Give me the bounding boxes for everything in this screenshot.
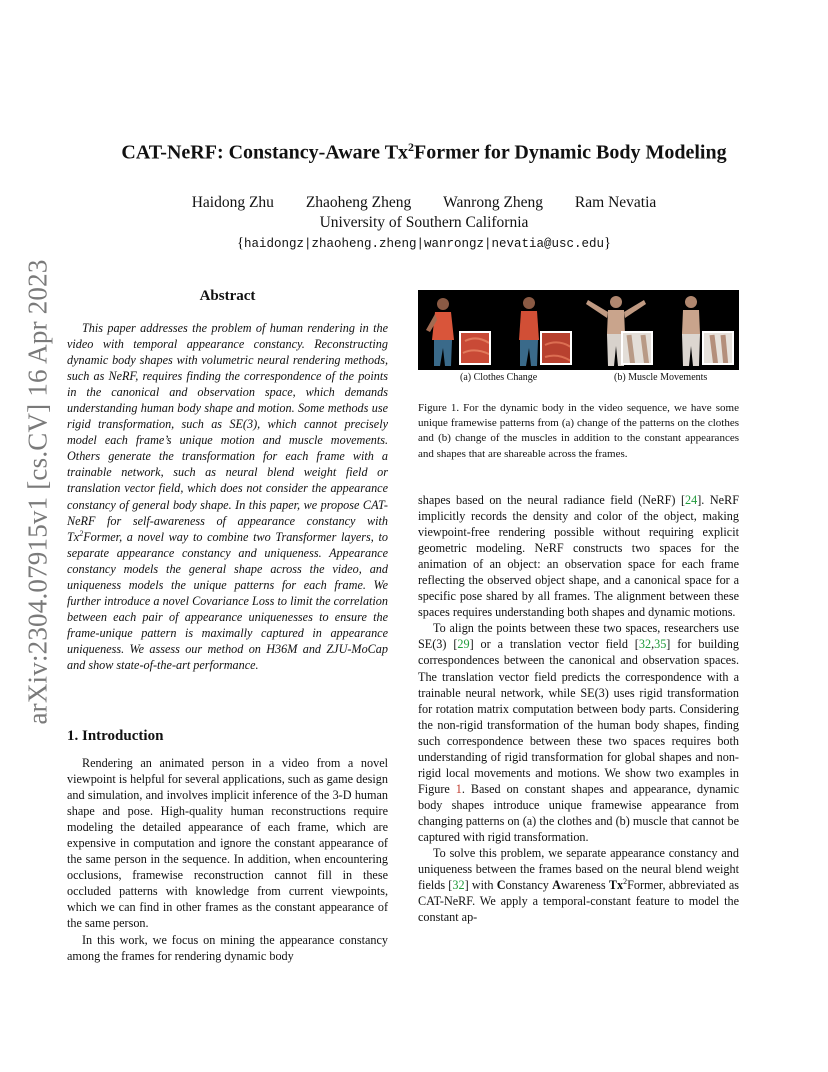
- text-span: To solve this problem, we separate appearance constancy and uniqueness between the frames based on the neural blend weight fields [: [418, 846, 739, 893]
- figure-panel-muscle-1: [580, 290, 658, 370]
- figure-reference-link[interactable]: 1: [455, 781, 462, 796]
- subcaption-b: (b) Muscle Movements: [614, 372, 708, 383]
- citation-link[interactable]: 35: [654, 637, 667, 652]
- citation-link[interactable]: 29: [457, 637, 470, 652]
- citation-link[interactable]: 24: [685, 493, 698, 507]
- section-heading-introduction: 1. Introduction: [67, 728, 164, 744]
- title-text-pre: CAT-NeRF: Constancy-Aware Tx: [121, 141, 409, 164]
- right-paragraph-3: [418, 845, 739, 925]
- text-span: onstancy: [505, 878, 553, 893]
- text-span: ] with: [464, 878, 497, 893]
- affiliation: University of Southern California: [319, 214, 529, 231]
- author-name: Ram Nevatia: [574, 194, 657, 211]
- muscle-detail-image: [623, 333, 653, 365]
- author-name: Wanrong Zheng: [443, 194, 544, 211]
- abstract-text-pre: This paper addresses the problem of human rendering in the video with temporal appearance constancy. Reconstructing dynamic body shapes with volumetric neural rendering methods, such as NeRF, requires finding the correspondence of the points in the canonical and observation space, which demands understanding human body shape and motion. Some methods use rigid transformation, such as SE(3), which cannot precisely model each frame’s unique motion and muscle movements. Others generate the transformation for each frame with a trainable network, such as neural blend weight field or translation vector field, which does not consider the appearance constancy of general body shape. In this paper, we propose CAT-NeRF for self-awareness of appearance constancy with Tx: [67, 321, 388, 544]
- figure-1-image: [418, 290, 739, 370]
- introduction-body: [67, 755, 388, 964]
- figure-1-caption: Figure 1. For the dynamic body in the video sequence, we have some unique framewise patterns from (a) change of the patterns on the clothes and (b) change of the muscles in addition to the constant appearances and shapes that are shareable across the frames.: [418, 402, 739, 460]
- email-addresses[interactable]: haidongz|zhaoheng.zheng|wanrongz|nevatia@usc.edu: [243, 237, 605, 251]
- text-span: wareness: [560, 878, 609, 893]
- right-paragraph-1: [418, 492, 739, 620]
- author-name: Haidong Zhu: [191, 194, 274, 211]
- subcaption-a: (a) Clothes Change: [460, 372, 538, 383]
- abstract-superscript: 2: [79, 528, 84, 538]
- bold-initial: C: [496, 878, 506, 893]
- email-brace-close: }: [604, 235, 611, 251]
- text-span: . Based on constant shapes and appearance, dynamic body shapes introduce unique framewise appearance from changing patterns on (a) the clothes and (b) muscle that cannot be captured with rigid transformation.: [418, 781, 739, 844]
- email-brace-open: {: [237, 235, 244, 251]
- text-span: To align the points between these two spaces, researchers use SE(3) [: [418, 621, 739, 652]
- intro-paragraph-1: Rendering an animated person in a video from a novel viewpoint is helpful for several applications, such as game design and simulation, and involves implicit inference of the 3-D human shape and pose. High-quality human reconstructions require modeling the detailed appearance of each frame, which are expensive in computation and ignore the constant appearance of the same person in the sequence. In addition, when encountering occlusions, framewise reconstruction cannot fill in these occluded patterns with knowledge from current viewpoints, which we can find in other frames as the constant appearance of the same person.: [67, 756, 388, 931]
- title-superscript: 2: [408, 140, 415, 154]
- author-list: [60, 194, 788, 212]
- abstract-body: [67, 320, 388, 673]
- text-span: ]. NeRF implicitly records the density and color of the object, making viewpoint-free rendering possible without requiring explicit geometric modeling. NeRF constructs two spaces for the animation of an object: an observation space for each frame reflecting the observed object shape, and a canonical space for a specific pose shared by all frames. The alignment between these spaces requires understanding both shapes and dynamic motions.: [418, 493, 739, 620]
- clothes-detail-inset: [459, 331, 491, 365]
- text-span: shapes based on the neural radiance field (NeRF) [: [418, 493, 686, 507]
- author-emails: [60, 235, 788, 252]
- clothes-detail-image: [461, 333, 491, 365]
- title-text-post: Former for Dynamic Body Modeling: [414, 141, 727, 164]
- arxiv-identifier-margin: [18, 259, 58, 725]
- right-paragraph-2: [418, 620, 739, 845]
- text-span: ,: [651, 637, 655, 652]
- author-name: Zhaoheng Zheng: [305, 194, 412, 211]
- figure-panel-clothes-1: [418, 290, 496, 370]
- muscle-detail-inset: [702, 331, 734, 365]
- text-span: Former, abbreviated as CAT-NeRF. We apply a temporal-constant feature to model the constant ap-: [418, 878, 739, 925]
- citation-link[interactable]: 32: [452, 878, 465, 893]
- clothes-detail-inset: [540, 331, 572, 365]
- superscript: 2: [623, 877, 628, 887]
- bold-initial: T: [608, 878, 617, 893]
- citation-link[interactable]: 32: [638, 637, 652, 652]
- abstract-heading: Abstract: [199, 288, 256, 304]
- arxiv-identifier[interactable]: arXiv:2304.07915v1 [cs.CV] 16 Apr 2023: [22, 259, 53, 725]
- intro-paragraph-2: In this work, we focus on mining the appearance constancy among the frames for rendering dynamic body: [67, 932, 388, 963]
- bold-initial: x: [617, 878, 624, 893]
- bold-initial: A: [552, 878, 561, 893]
- figure-panel-clothes-2: [499, 290, 577, 370]
- paper-title: [60, 140, 788, 165]
- figure-panel-muscle-2: [661, 290, 739, 370]
- muscle-detail-inset: [621, 331, 653, 365]
- text-span: ] or a translation vector field [: [469, 637, 639, 652]
- abstract-text-post: Former, a novel way to combine two Transformer layers, to separate appearance constancy and uniqueness. Appearance constancy models the general shape across the video, and uniqueness models the unique patterns for each frame. We further introduce a novel Covariance Loss to limit the correlation between each pair of appearance uniquenesses to ensure the frame-unique pattern is maximally captured in appearance uniqueness. We assess our method on H36M and ZJU-MoCap and show state-of-the-art performance.: [67, 529, 388, 672]
- text-span: ] for building correspondences between the canonical and observation spaces. The translation vector field predicts the correspondence with a trainable neural network, while SE(3) uses rigid transformation for rotation matrix computation between body parts. Considering the non-rigid transformation of the human body shapes, finding such correspondence between these two spaces requires both understanding of rigid transformation for global shapes and non-rigid local movements and motions. We show two examples in Figure: [418, 637, 739, 796]
- clothes-detail-image: [542, 333, 572, 365]
- right-column-body: [418, 492, 739, 925]
- muscle-detail-image: [704, 333, 734, 365]
